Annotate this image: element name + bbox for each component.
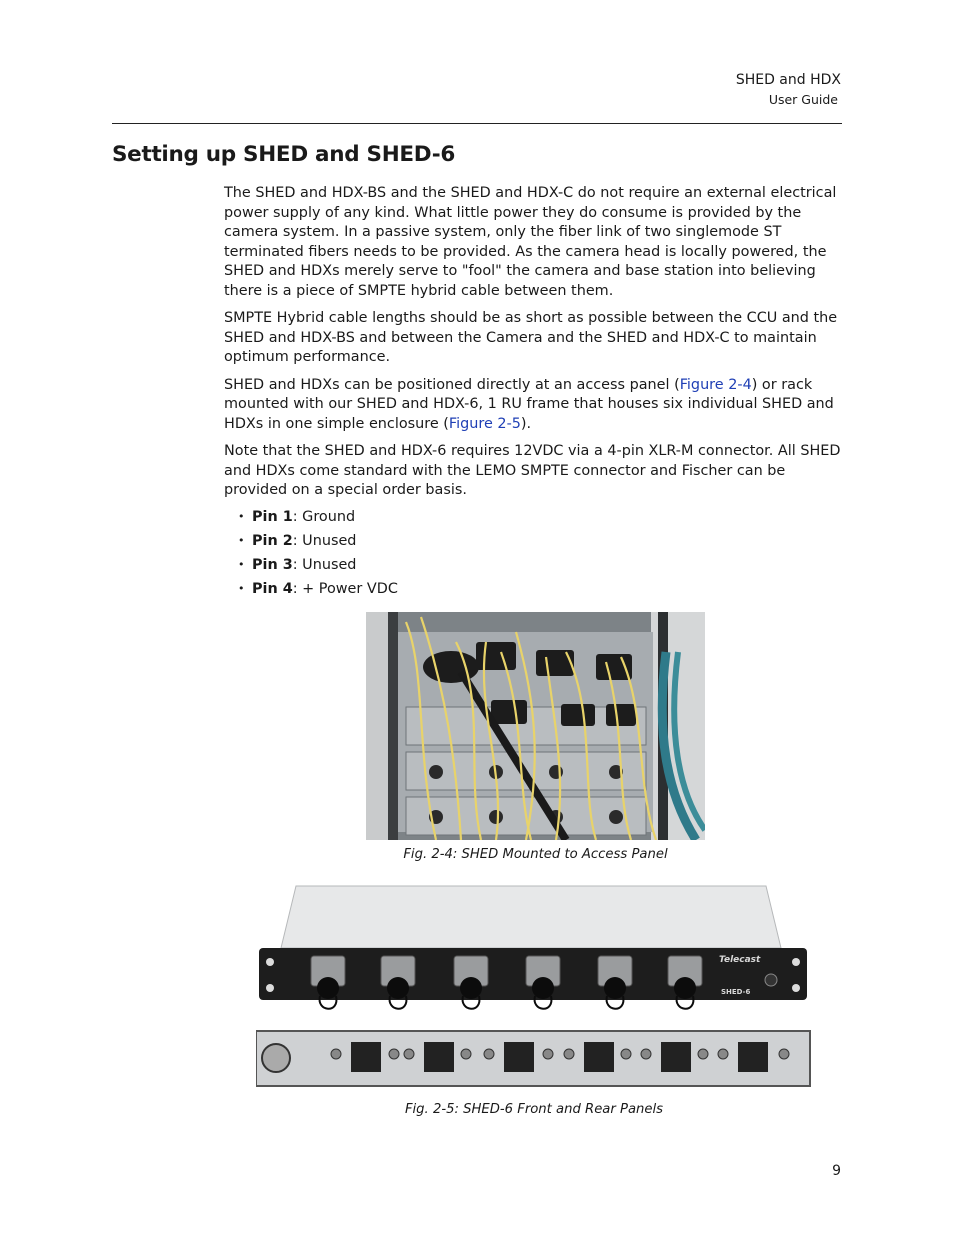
list-item (224, 505, 844, 529)
header-product: SHED and HDX (735, 72, 841, 88)
running-header (736, 70, 841, 110)
brand-label: Telecast (719, 955, 761, 965)
section-title: Setting up SHED and SHED-6 (112, 142, 456, 167)
paragraph-3-text-b: ) or rack mounted with our SHED and HDX-6, 1 RU frame that houses six individual SHED and HDXs in one simple enclosure ( (224, 376, 834, 432)
pin-list (224, 505, 844, 601)
bullet-icon: • (238, 557, 245, 571)
access-panel-photo (366, 612, 705, 840)
pin-value: : Unused (292, 556, 357, 573)
pin-label: Pin 3 (252, 556, 293, 573)
paragraph-4: Note that the SHED and HDX-6 requires 12VDC via a 4-pin XLR-M connector. All SHED and HDXs come standard with the LEMO SMPTE connector and Fischer can be provided on a special order basis. (224, 443, 841, 498)
figure-2-5-photo (256, 884, 812, 1090)
pin-label: Pin 1 (252, 508, 293, 525)
model-label: SHED-6 (721, 988, 751, 996)
list-item (224, 577, 844, 601)
bullet-icon: • (238, 509, 245, 523)
figure-2-4-link[interactable]: Figure 2-4 (679, 376, 752, 393)
figure-2-4-caption: Fig. 2-4: SHED Mounted to Access Panel (403, 847, 668, 862)
pin-label: Pin 2 (252, 532, 293, 549)
paragraph-2: SMPTE Hybrid cable lengths should be as short as possible between the CCU and the SHED and HDX-BS and between the Camera and the SHED and HDX-C to maintain optimum performance. (224, 310, 838, 365)
list-item (224, 553, 844, 577)
list-item (224, 529, 844, 553)
figure-2-5-caption: Fig. 2-5: SHED-6 Front and Rear Panels (404, 1102, 664, 1117)
pin-value: : Unused (292, 532, 357, 549)
paragraph-3-text-a: SHED and HDXs can be positioned directly at an access panel ( (224, 376, 680, 393)
header-rule (112, 123, 842, 124)
paragraph-3 (224, 376, 844, 435)
bullet-icon: • (238, 533, 245, 547)
paragraph-3-text-c: ). (520, 415, 532, 432)
bullet-icon: • (238, 581, 245, 595)
paragraph-1: The SHED and HDX-BS and the SHED and HDX-C do not require an external electrical power supply of any kind. What little power they do consume is provided by the camera system. In a passive system, only the fiber link of two singlemode ST terminated fibers needs to be provided. As the camera head is locally powered, the SHED and HDXs merely serve to "fool" the camera and base station into believing there is a piece of SMPTE hybrid cable between them. (224, 185, 837, 299)
pin-label: Pin 4 (252, 580, 293, 597)
body-text (224, 184, 844, 601)
figure-2-4-photo (366, 612, 705, 840)
header-doc: User Guide (768, 92, 838, 107)
pin-value: : + Power VDC (292, 580, 398, 597)
pin-value: : Ground (292, 508, 356, 525)
shed6-panels-photo (256, 884, 812, 1090)
figure-2-5-link[interactable]: Figure 2-5 (448, 415, 521, 432)
page-number: 9 (832, 1163, 841, 1179)
